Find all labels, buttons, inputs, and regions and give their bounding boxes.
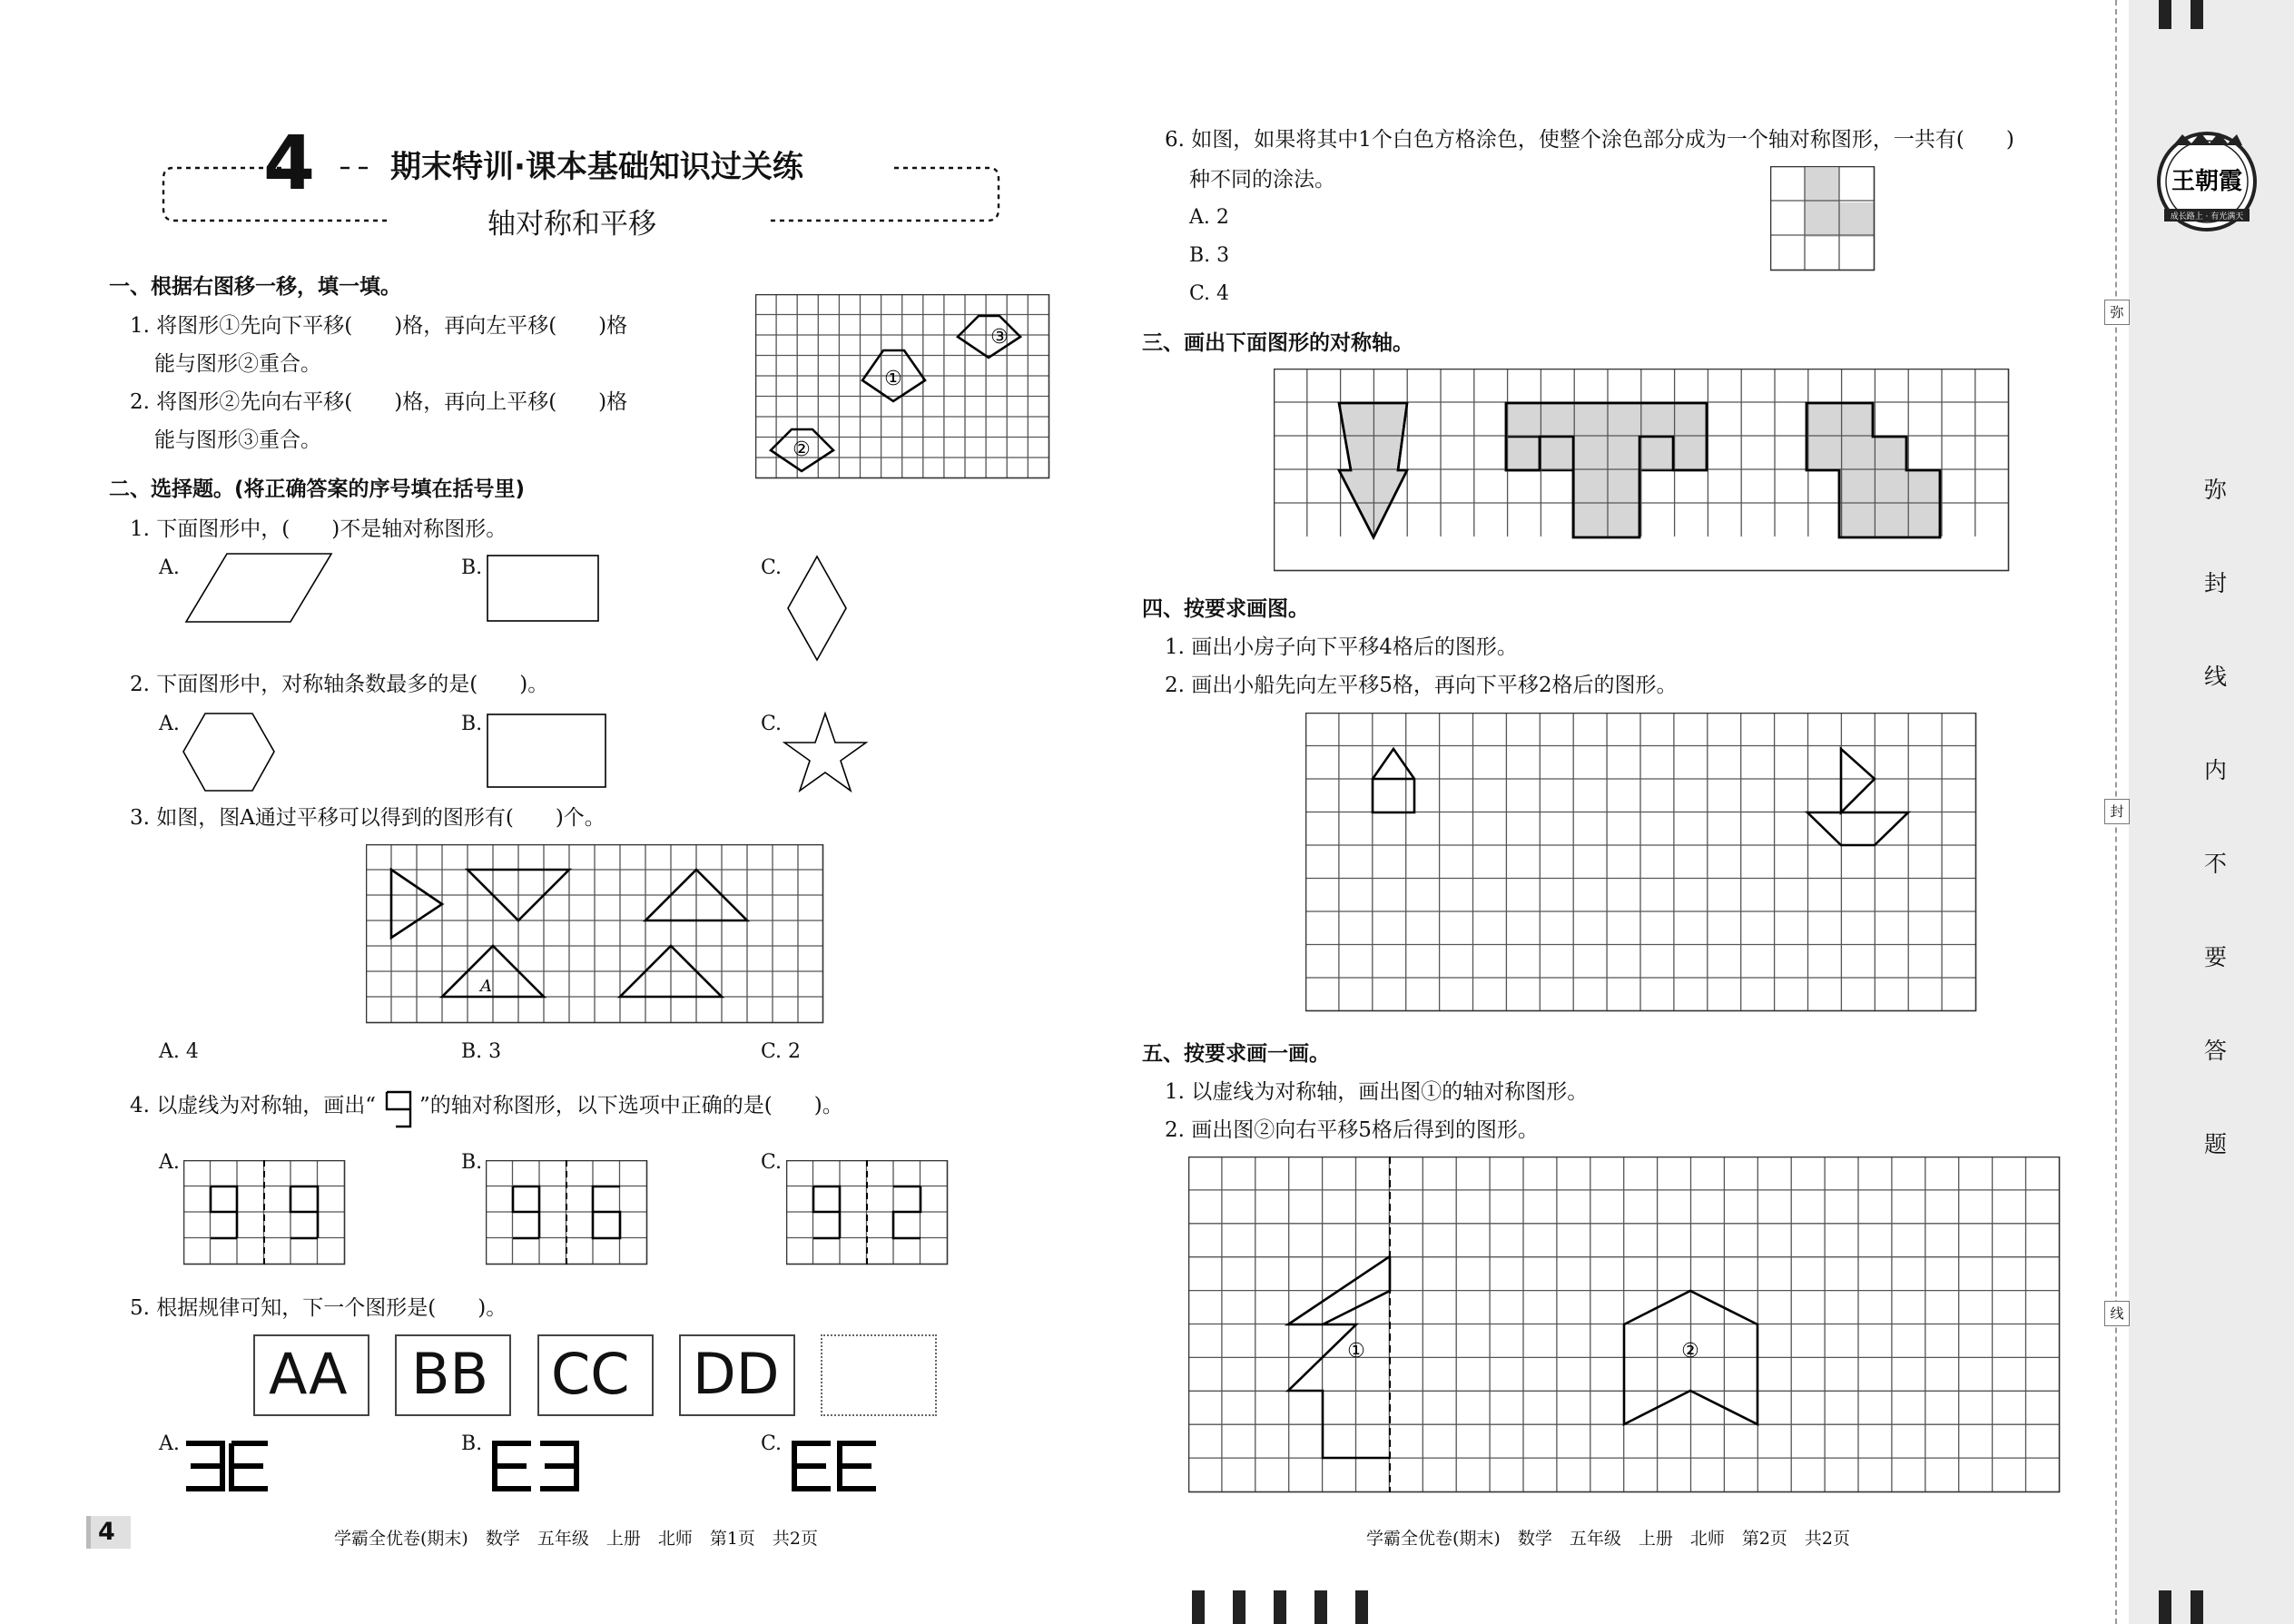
answer-a-glyphs (182, 1439, 281, 1493)
answer-b-glyphs (490, 1439, 590, 1493)
footer-right: 学霸全优卷(期末) 数学 五年级 上册 北师 第2页 共2页 (1366, 1529, 1851, 1549)
sidebar-char: 要 (2204, 944, 2228, 970)
seal-box-1: 弥 (2104, 300, 2130, 325)
s2-q2-option-a: A. (159, 713, 180, 735)
sidebar-char: 题 (2204, 1131, 2228, 1157)
sidebar-char: 内 (2204, 757, 2228, 783)
s2-q5-option-c: C. (761, 1432, 783, 1455)
s2-q5-option-b: B. (461, 1432, 483, 1455)
s2-q4-option-a: A. (159, 1151, 180, 1174)
sidebar-char: 封 (2204, 570, 2228, 596)
page-title: 期末特训·课本基础知识过关练 (390, 149, 803, 185)
parallelogram-shape (182, 549, 345, 631)
s4-q2: 2. 画出小船先向左平移5格，再向下平移2格后的图形。 (1165, 674, 1678, 697)
pattern-box-empty (821, 1334, 937, 1416)
sidebar-char: 不 (2204, 851, 2228, 877)
top-tick (2159, 0, 2171, 29)
rectangle-shape-2 (486, 713, 608, 790)
s2-q1: 1. 下面图形中，( )不是轴对称图形。 (130, 517, 507, 541)
footer-left: 学霸全优卷(期末) 数学 五年级 上册 北师 第1页 共2页 (334, 1529, 819, 1549)
sidebar-char: 弥 (2204, 477, 2228, 503)
q4-option-c-grid (786, 1160, 953, 1269)
s2-q3-option-b: B. 3 (461, 1040, 502, 1063)
page-subtitle: 轴对称和平移 (487, 208, 656, 241)
section1-heading: 一、根据右图移一移，填一填。 (109, 275, 401, 299)
bottom-tick (1314, 1590, 1327, 1624)
section5-heading: 五、按要求画一画。 (1142, 1042, 1330, 1066)
answer-c-glyphs (790, 1439, 890, 1493)
section2-heading: 二、选择题。(将正确答案的序号填在括号里) (109, 477, 526, 501)
page-number: 4 (98, 1518, 115, 1546)
s2-q3: 3. 如图，图A通过平移可以得到的图形有( )个。 (130, 806, 605, 830)
s2-q4-before: 4. 以虚线为对称轴，画出“ (130, 1094, 377, 1117)
s5-label-2: ② (1681, 1340, 1699, 1363)
s2-q6-option-a: A. 2 (1189, 206, 1229, 229)
s2-q2-option-c: C. (761, 713, 783, 735)
bottom-tick (1233, 1590, 1245, 1624)
pattern-aa: AA (269, 1341, 348, 1407)
s2-q4-after: ”的轴对称图形，以下选项中正确的是( )。 (419, 1094, 843, 1117)
s2-q5: 5. 根据规律可知，下一个图形是( )。 (130, 1296, 507, 1320)
s2-q2-option-b: B. (461, 713, 483, 735)
s5-label-1: ① (1347, 1340, 1365, 1363)
top-tick (2191, 0, 2203, 29)
s2-q5-option-a: A. (159, 1432, 180, 1455)
section4-heading: 四、按要求画图。 (1142, 597, 1309, 621)
shape-label-1: ① (884, 368, 902, 390)
s1-grid (755, 294, 1055, 481)
s2-q6-option-c: C. 4 (1189, 282, 1230, 305)
s2-q2: 2. 下面图形中，对称轴条数最多的是( )。 (130, 673, 549, 696)
q4-glyph-icon (383, 1087, 419, 1132)
s1-q2-line2: 能与图形③重合。 (154, 428, 321, 452)
seal-box-3: 线 (2104, 1301, 2130, 1326)
s2-q1-option-a: A. (159, 556, 180, 579)
logo-text: 王朝霞 (2171, 168, 2243, 195)
rhombus-shape (785, 554, 849, 663)
pattern-dd: DD (693, 1341, 780, 1407)
shape-label-2: ② (793, 438, 811, 461)
s2-q4-option-b: B. (461, 1151, 483, 1174)
s4-grid (1305, 713, 1982, 1017)
s1-q1-line2: 能与图形②重合。 (154, 352, 321, 376)
s2-q6-line2: 种不同的涂法。 (1189, 168, 1335, 192)
hexagon-shape (182, 711, 277, 794)
s2-q4-option-c: C. (761, 1151, 783, 1174)
logo-subtext: 成长路上 · 有光满天 (2170, 212, 2244, 221)
s1-q1-line1: 1. 将图形①先向下平移( )格，再向左平移( )格 (130, 314, 628, 338)
pattern-bb: BB (411, 1341, 489, 1407)
seal-box-2: 封 (2104, 799, 2130, 824)
s5-grid (1188, 1156, 2064, 1501)
s5-q1: 1. 以虚线为对称轴，画出图①的轴对称图形。 (1165, 1080, 1589, 1104)
bottom-tick (2191, 1590, 2203, 1624)
bottom-tick (1355, 1590, 1368, 1624)
s2-q1-option-b: B. (461, 556, 483, 579)
bottom-tick (2159, 1590, 2171, 1624)
s1-q2-line1: 2. 将图形②先向右平移( )格，再向上平移( )格 (130, 390, 628, 414)
s4-q1: 1. 画出小房子向下平移4格后的图形。 (1165, 635, 1518, 659)
s2-q1-option-c: C. (761, 556, 783, 579)
bottom-tick (1192, 1590, 1205, 1624)
bottom-tick (1274, 1590, 1286, 1624)
brand-logo (2153, 127, 2260, 250)
sidebar-char: 线 (2204, 664, 2228, 690)
s2-q6-line1: 6. 如图，如果将其中1个白色方格涂色，使整个涂色部分成为一个轴对称图形，一共有( ) (1165, 128, 2014, 152)
sidebar-char: 答 (2204, 1038, 2228, 1064)
rectangle-shape (486, 554, 604, 626)
shape-label-3: ③ (990, 326, 1009, 349)
unit-number: 4 (263, 121, 316, 207)
section3-heading: 三、画出下面图形的对称轴。 (1142, 331, 1413, 355)
s2-q6-option-b: B. 3 (1189, 244, 1230, 267)
pattern-cc: CC (551, 1341, 630, 1407)
q6-grid (1770, 166, 1881, 277)
figure-a-label: A (480, 977, 492, 996)
s5-q2: 2. 画出图②向右平移5格后得到的图形。 (1165, 1118, 1539, 1142)
s3-grid (1274, 369, 2013, 574)
q4-option-a-grid (183, 1160, 350, 1269)
s2-q3-option-a: A. 4 (159, 1040, 199, 1063)
s2-q3-option-c: C. 2 (761, 1040, 802, 1063)
s2-q3-grid (366, 844, 825, 1026)
star-shape (783, 711, 869, 794)
q4-option-b-grid (486, 1160, 653, 1269)
